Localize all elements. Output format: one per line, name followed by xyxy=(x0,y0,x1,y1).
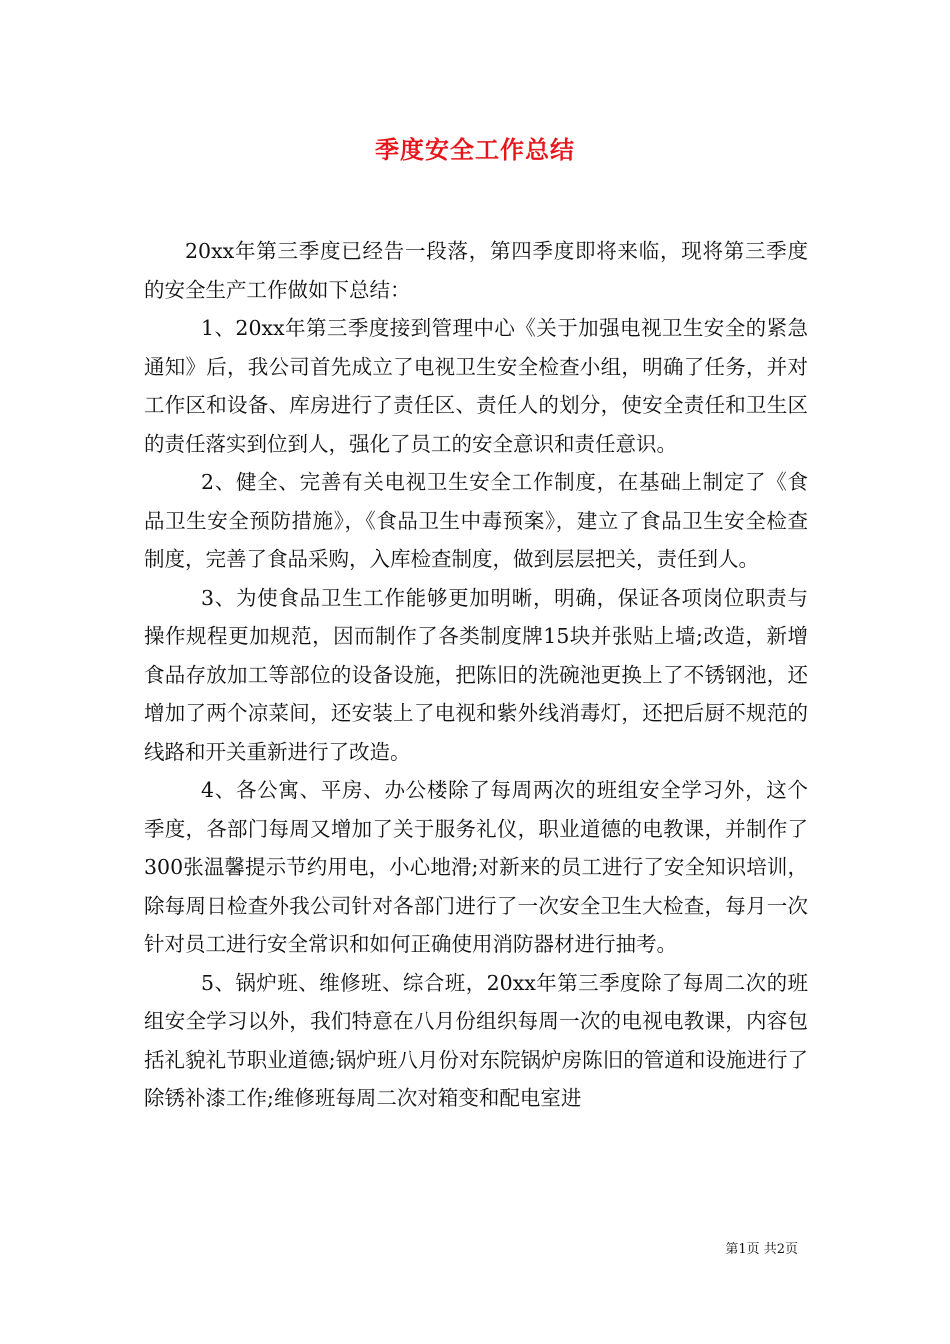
page-number-footer: 第1页 共2页 xyxy=(725,1242,798,1257)
intro-paragraph: 20xx年第三季度已经告一段落，第四季度即将来临，现将第三季度的安全生产工作做如下总结： xyxy=(144,239,808,302)
paragraph-1: 1、20xx年第三季度接到管理中心《关于加强电视卫生安全的紧急通知》后，我公司首先成立了电视卫生安全检查小组，明确了任务，并对工作区和设备、库房进行了责任区、责任人的划分，使安全责任和卫生区的责任落实到位到人，强化了员工的安全意识和责任意识。 xyxy=(144,316,808,456)
paragraph-2: 2、健全、完善有关电视卫生安全工作制度，在基础上制定了《食品卫生安全预防措施》，《食品卫生中毒预案》，建立了食品卫生安全检查制度，完善了食品采购，入库检查制度，做到层层把关，责任到人。 xyxy=(144,470,808,571)
paragraph-5: 5、锅炉班、维修班、综合班，20xx年第三季度除了每周二次的班组安全学习以外，我们特意在八月份组织每周一次的电视电教课，内容包括礼貌礼节职业道德;锅炉班八月份对东院锅炉房陈旧的管道和设施进行了除锈补漆工作;维修班每周二次对箱变和配电室进 xyxy=(144,970,808,1110)
paragraph-4: 4、各公寓、平房、办公楼除了每周两次的班组安全学习外，这个季度，各部门每周又增加了关于服务礼仪，职业道德的电教课，并制作了300张温馨提示节约用电，小心地滑;对新来的员工进行了安全知识培训，除每周日检查外我公司针对各部门进行了一次安全卫生大检查，每月一次针对员工进行安全常识和如何正确使用消防器材进行抽考。 xyxy=(144,778,808,956)
paragraph-3: 3、为使食品卫生工作能够更加明晰，明确，保证各项岗位职责与操作规程更加规范，因而制作了各类制度牌15块并张贴上墙;改造，新增食品存放加工等部位的设备设施，把陈旧的洗碗池更换上了不锈钢池，还增加了两个凉菜间，还安装上了电视和紫外线消毒灯，还把后厨不规范的线路和开关重新进行了改造。 xyxy=(144,585,808,764)
document-body xyxy=(144,232,808,1118)
document-title: 季度安全工作总结 xyxy=(375,135,575,164)
